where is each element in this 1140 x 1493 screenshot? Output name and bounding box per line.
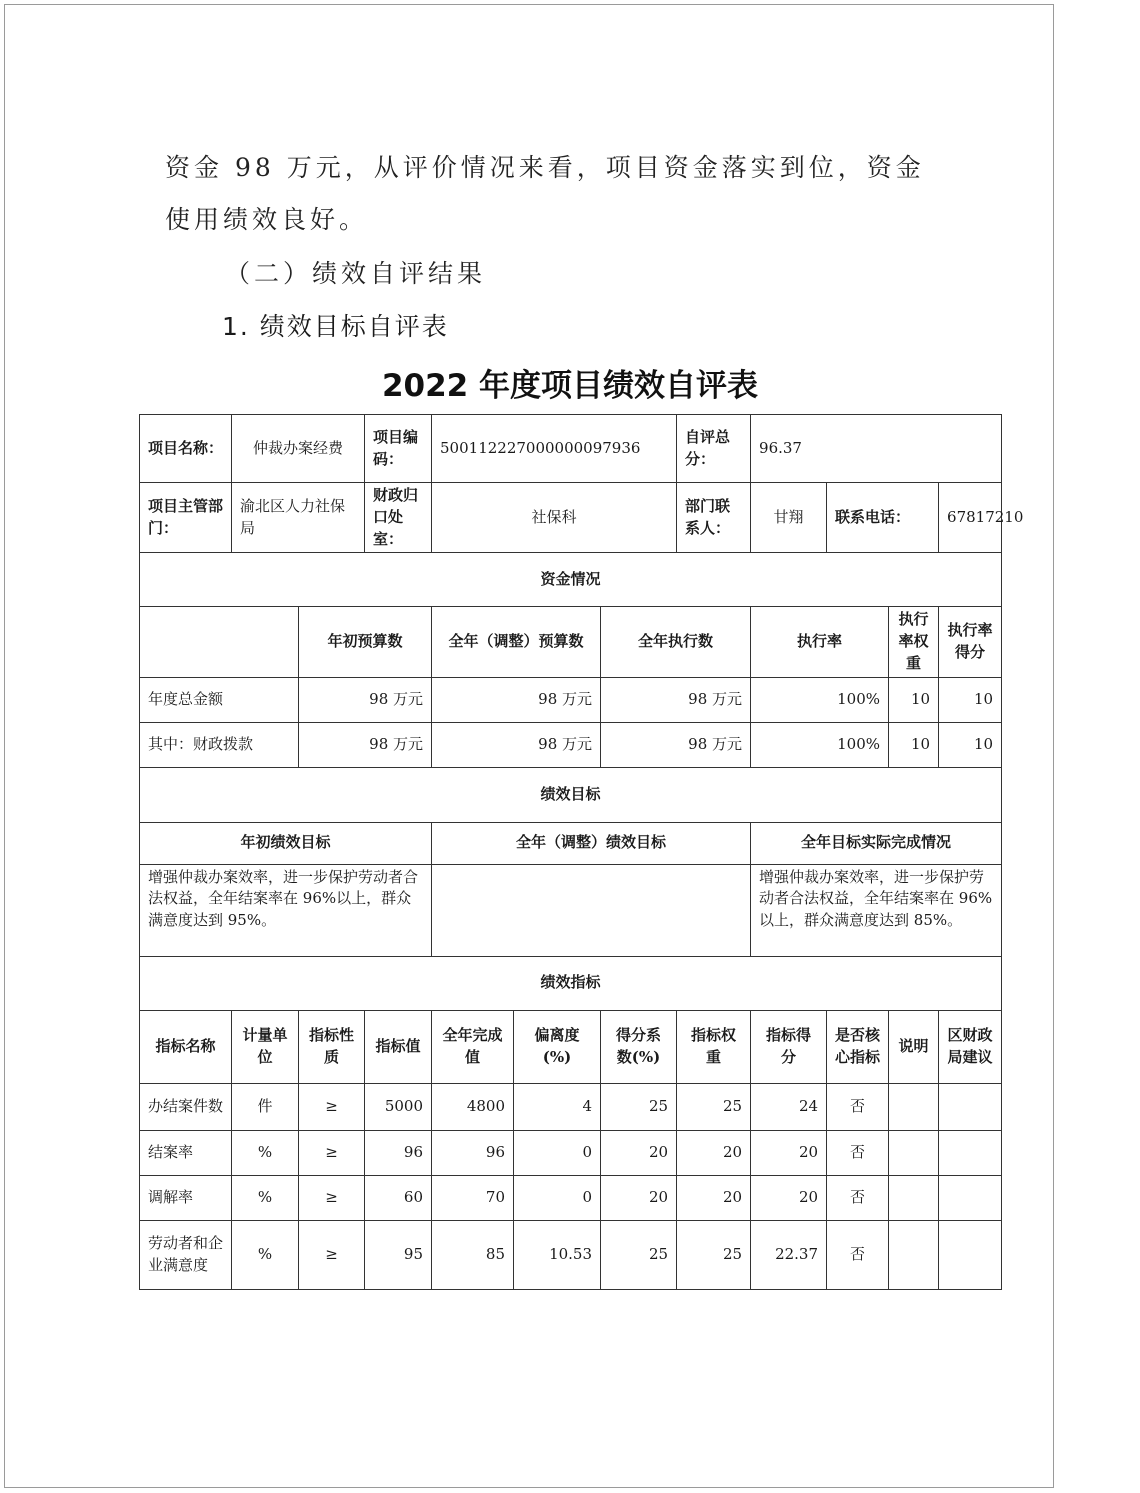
funds-header-rate-score: 执行率得分 (939, 607, 1002, 677)
ind-header-value: 指标值 (365, 1010, 432, 1083)
ind-cell: 否 (827, 1130, 889, 1175)
goals-header-initial: 年初绩效目标 (140, 822, 432, 864)
ind-cell: % (232, 1220, 299, 1289)
funds-cell: 100% (751, 677, 889, 722)
self-evaluation-table (139, 414, 1024, 1290)
ind-cell (939, 1130, 1002, 1175)
ind-cell: 20 (751, 1130, 827, 1175)
ind-header-actual: 全年完成值 (432, 1010, 514, 1083)
ind-cell: % (232, 1175, 299, 1220)
ind-header-name: 指标名称 (140, 1010, 232, 1083)
funds-header-row (140, 607, 1002, 677)
project-code-label: 项目编码： (365, 415, 432, 483)
goals-header-adjusted: 全年（调整）绩效目标 (432, 822, 751, 864)
ind-cell: ≥ (299, 1220, 365, 1289)
info-row-1 (140, 415, 1002, 483)
indicators-section-row (140, 956, 1002, 1010)
funds-cell: 98 万元 (299, 677, 432, 722)
funds-section-row (140, 553, 1002, 607)
score-label: 自评总分： (677, 415, 751, 483)
department-value: 渝北区人力社保局 (232, 483, 365, 553)
ind-cell: 0 (514, 1130, 601, 1175)
contact-value: 甘翔 (751, 483, 827, 553)
ind-cell: 否 (827, 1220, 889, 1289)
goals-content-row (140, 864, 1002, 956)
ind-header-unit: 计量单位 (232, 1010, 299, 1083)
indicators-header-row (140, 1010, 1002, 1083)
goals-header-row (140, 822, 1002, 864)
funds-cell: 10 (889, 677, 939, 722)
ind-cell: 95 (365, 1220, 432, 1289)
ind-cell: 4800 (432, 1083, 514, 1130)
project-name-value: 仲裁办案经费 (232, 415, 365, 483)
funds-cell: 98 万元 (601, 722, 751, 767)
funds-header-blank (140, 607, 299, 677)
phone-label: 联系电话： (827, 483, 939, 553)
goals-header-actual: 全年目标实际完成情况 (751, 822, 1002, 864)
indicator-row (140, 1130, 1002, 1175)
table-title: 2022 年度项目绩效自评表 (381, 368, 759, 404)
funds-cell: 98 万元 (432, 677, 601, 722)
ind-cell (889, 1130, 939, 1175)
funds-header-adjusted-budget: 全年（调整）预算数 (432, 607, 601, 677)
indicator-row (140, 1083, 1002, 1130)
funds-header-rate-weight: 执行率权重 (889, 607, 939, 677)
indicator-row (140, 1220, 1002, 1289)
ind-cell-name: 结案率 (140, 1130, 232, 1175)
ind-header-weight: 指标权重 (677, 1010, 751, 1083)
body-paragraph-line-1: 资金 98 万元，从评价情况来看，项目资金落实到位，资金 (165, 153, 925, 182)
ind-cell: 25 (601, 1083, 677, 1130)
contact-label: 部门联系人： (677, 483, 751, 553)
ind-cell: ≥ (299, 1130, 365, 1175)
office-value: 社保科 (432, 483, 677, 553)
ind-cell: 20 (601, 1130, 677, 1175)
goals-section-row (140, 767, 1002, 822)
ind-cell: 25 (677, 1220, 751, 1289)
phone-value: 67817210 (939, 483, 1002, 553)
ind-header-note: 说明 (889, 1010, 939, 1083)
ind-cell: 20 (677, 1130, 751, 1175)
ind-cell: 24 (751, 1083, 827, 1130)
body-paragraph-line-2: 使用绩效良好。 (165, 205, 369, 234)
ind-cell-name: 劳动者和企业满意度 (140, 1220, 232, 1289)
department-label: 项目主管部门： (140, 483, 232, 553)
ind-cell: 10.53 (514, 1220, 601, 1289)
ind-cell (939, 1083, 1002, 1130)
info-row-2 (140, 483, 1002, 553)
indicator-row (140, 1175, 1002, 1220)
ind-cell: 0 (514, 1175, 601, 1220)
ind-cell: 70 (432, 1175, 514, 1220)
ind-cell: 22.37 (751, 1220, 827, 1289)
funds-cell: 10 (939, 722, 1002, 767)
ind-header-coef: 得分系数(%) (601, 1010, 677, 1083)
funds-row-fiscal (140, 722, 1002, 767)
funds-cell: 98 万元 (601, 677, 751, 722)
ind-cell (889, 1220, 939, 1289)
ind-cell: 否 (827, 1175, 889, 1220)
funds-cell: 100% (751, 722, 889, 767)
funds-cell: 10 (889, 722, 939, 767)
ind-cell (939, 1220, 1002, 1289)
ind-cell: % (232, 1130, 299, 1175)
ind-cell: 20 (677, 1175, 751, 1220)
funds-cell: 98 万元 (299, 722, 432, 767)
funds-header-executed: 全年执行数 (601, 607, 751, 677)
ind-cell: 60 (365, 1175, 432, 1220)
project-code-value: 500112227000000097936 (432, 415, 677, 483)
ind-cell (889, 1083, 939, 1130)
funds-row-total (140, 677, 1002, 722)
goal-actual-text: 增强仲裁办案效率，进一步保护劳动者合法权益，全年结案率在 96%以上，群众满意度达到 85%。 (751, 864, 1002, 956)
funds-cell: 10 (939, 677, 1002, 722)
ind-cell: 85 (432, 1220, 514, 1289)
goal-adjusted-text (432, 864, 751, 956)
ind-cell (939, 1175, 1002, 1220)
funds-row-label: 年度总金额 (140, 677, 299, 722)
ind-cell: 4 (514, 1083, 601, 1130)
ind-header-deviation: 偏离度(%) (514, 1010, 601, 1083)
indicators-section-title: 绩效指标 (140, 956, 1002, 1010)
score-value: 96.37 (751, 415, 1002, 483)
ind-header-advice: 区财政局建议 (939, 1010, 1002, 1083)
ind-header-core: 是否核心指标 (827, 1010, 889, 1083)
ind-cell-name: 调解率 (140, 1175, 232, 1220)
ind-cell: ≥ (299, 1083, 365, 1130)
funds-header-exec-rate: 执行率 (751, 607, 889, 677)
funds-cell: 98 万元 (432, 722, 601, 767)
ind-header-score: 指标得分 (751, 1010, 827, 1083)
funds-section-title: 资金情况 (140, 553, 1002, 607)
ind-cell: 96 (432, 1130, 514, 1175)
subsection-heading: 1. 绩效目标自评表 (222, 312, 449, 341)
ind-cell: 96 (365, 1130, 432, 1175)
ind-cell: 20 (751, 1175, 827, 1220)
goal-initial-text: 增强仲裁办案效率，进一步保护劳动者合法权益，全年结案率在 96%以上，群众满意度达到 95%。 (140, 864, 432, 956)
project-name-label: 项目名称： (140, 415, 232, 483)
funds-header-initial-budget: 年初预算数 (299, 607, 432, 677)
section-heading: （二）绩效自评结果 (225, 259, 487, 288)
ind-cell: 20 (601, 1175, 677, 1220)
ind-cell: ≥ (299, 1175, 365, 1220)
ind-cell-name: 办结案件数 (140, 1083, 232, 1130)
ind-cell: 件 (232, 1083, 299, 1130)
goals-section-title: 绩效目标 (140, 767, 1002, 822)
ind-cell: 否 (827, 1083, 889, 1130)
ind-cell: 25 (601, 1220, 677, 1289)
ind-header-nature: 指标性质 (299, 1010, 365, 1083)
office-label: 财政归口处室： (365, 483, 432, 553)
ind-cell: 5000 (365, 1083, 432, 1130)
ind-cell: 25 (677, 1083, 751, 1130)
ind-cell (889, 1175, 939, 1220)
funds-row-label: 其中：财政拨款 (140, 722, 299, 767)
